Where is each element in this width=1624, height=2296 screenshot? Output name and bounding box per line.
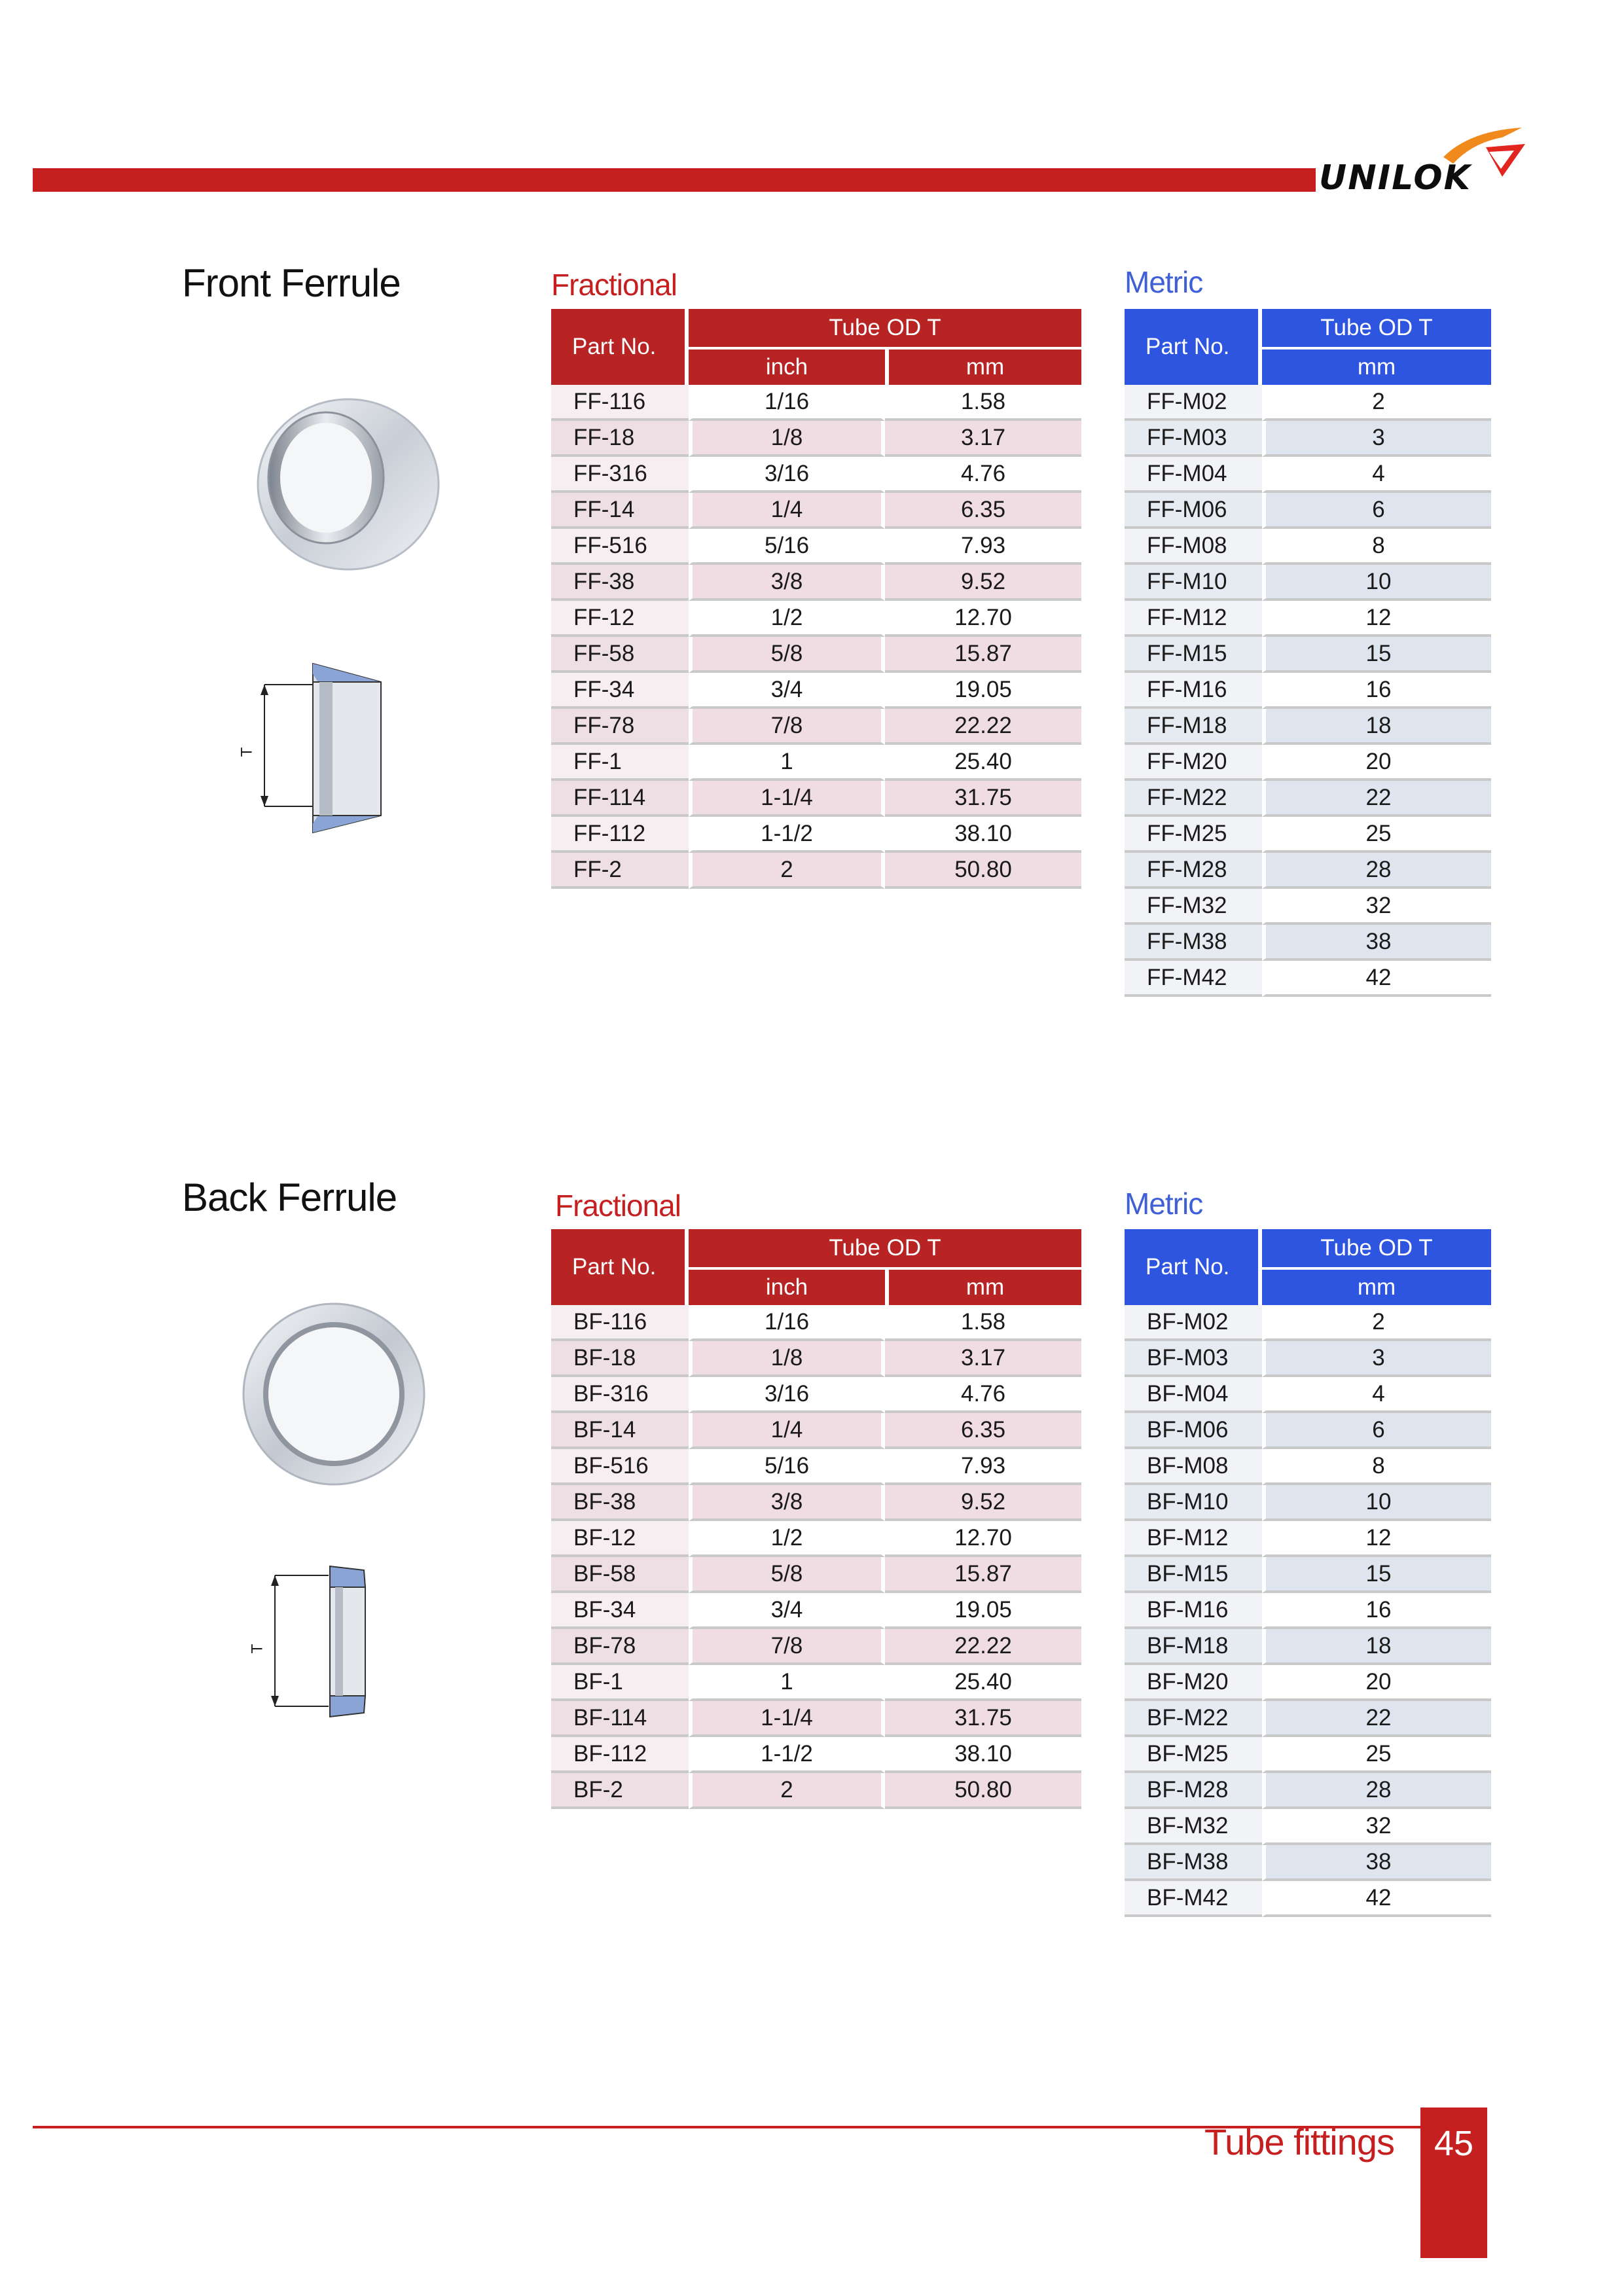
mm-cell: 8 (1262, 529, 1491, 565)
mm-cell: 6 (1262, 1413, 1491, 1449)
mm-cell: 12.70 (885, 601, 1081, 637)
mm-cell: 3.17 (885, 421, 1081, 457)
table-row (551, 385, 1081, 421)
table-row (1125, 601, 1491, 637)
part-number-cell: BF-M28 (1125, 1773, 1262, 1809)
table-row (1125, 709, 1491, 745)
table-row (551, 1305, 1081, 1341)
table-row (1125, 1341, 1491, 1377)
mm-cell: 22 (1262, 1701, 1491, 1737)
mm-cell: 10 (1262, 1485, 1491, 1521)
table-row (1125, 1773, 1491, 1809)
front-ferrule-dimension-label: T (238, 747, 256, 757)
mm-cell: 4 (1262, 1377, 1491, 1413)
part-number-cell: BF-12 (551, 1521, 689, 1557)
mm-cell: 12 (1262, 601, 1491, 637)
column-header-mm: mm (1262, 1267, 1491, 1305)
part-number-cell: BF-M03 (1125, 1341, 1262, 1377)
mm-cell: 10 (1262, 565, 1491, 601)
page-number: 45 (1434, 2124, 1474, 2163)
table-row (551, 1701, 1081, 1737)
table-row (1125, 529, 1491, 565)
part-number-cell: FF-M06 (1125, 493, 1262, 529)
table-row (551, 781, 1081, 817)
part-number-cell: BF-14 (551, 1413, 689, 1449)
inch-cell: 1-1/4 (689, 1701, 885, 1737)
part-number-cell: BF-18 (551, 1341, 689, 1377)
table-row (551, 493, 1081, 529)
mm-cell: 28 (1262, 1773, 1491, 1809)
table-row (551, 1557, 1081, 1593)
mm-cell: 7.93 (885, 1449, 1081, 1485)
table-row (551, 1629, 1081, 1665)
mm-cell: 18 (1262, 1629, 1491, 1665)
inch-cell: 5/16 (689, 529, 885, 565)
front-ferrule-drawing-icon (236, 655, 393, 844)
inch-cell: 2 (689, 1773, 885, 1809)
mm-cell: 19.05 (885, 1593, 1081, 1629)
front-ferrule-photo-icon (236, 380, 445, 583)
mm-cell: 22 (1262, 781, 1491, 817)
inch-cell: 1/8 (689, 1341, 885, 1377)
table-row (1125, 421, 1491, 457)
column-header-part-no: Part No. (1125, 1229, 1262, 1305)
back-ferrule-photo-icon (236, 1296, 432, 1492)
table-row (1125, 1521, 1491, 1557)
mm-cell: 3.17 (885, 1341, 1081, 1377)
part-number-cell: BF-316 (551, 1377, 689, 1413)
mm-cell: 20 (1262, 745, 1491, 781)
part-number-cell: BF-112 (551, 1737, 689, 1773)
mm-cell: 12 (1262, 1521, 1491, 1557)
mm-cell: 16 (1262, 673, 1491, 709)
part-number-cell: FF-M28 (1125, 853, 1262, 889)
part-number-cell: BF-M20 (1125, 1665, 1262, 1701)
brand-name: UNILOK (1319, 158, 1471, 198)
mm-cell: 38.10 (885, 817, 1081, 853)
mm-cell: 20 (1262, 1665, 1491, 1701)
table-row (1125, 457, 1491, 493)
mm-cell: 42 (1262, 1881, 1491, 1917)
mm-cell: 50.80 (885, 853, 1081, 889)
table-row (551, 1449, 1081, 1485)
part-number-cell: FF-14 (551, 493, 689, 529)
mm-cell: 12.70 (885, 1521, 1081, 1557)
mm-cell: 6 (1262, 493, 1491, 529)
table-row (551, 1413, 1081, 1449)
inch-cell: 1 (689, 1665, 885, 1701)
part-number-cell: FF-12 (551, 601, 689, 637)
mm-cell: 25.40 (885, 745, 1081, 781)
mm-cell: 2 (1262, 385, 1491, 421)
table-row (1125, 565, 1491, 601)
table-row (1125, 385, 1491, 421)
column-header-tube-od: Tube OD T (689, 309, 1081, 347)
back-fractional-label: Fractional (555, 1189, 681, 1223)
mm-cell: 4 (1262, 457, 1491, 493)
part-number-cell: FF-58 (551, 637, 689, 673)
table-row (1125, 1485, 1491, 1521)
table-row (551, 1737, 1081, 1773)
front-fractional-label: Fractional (551, 268, 677, 302)
front-ferrule-title: Front Ferrule (182, 261, 401, 305)
mm-cell: 31.75 (885, 1701, 1081, 1737)
table-row (551, 529, 1081, 565)
part-number-cell: FF-M16 (1125, 673, 1262, 709)
part-number-cell: FF-114 (551, 781, 689, 817)
table-row (551, 1665, 1081, 1701)
table-row (1125, 1665, 1491, 1701)
table-row (1125, 673, 1491, 709)
front-metric-table (1125, 309, 1491, 997)
column-header-mm: mm (885, 1267, 1081, 1305)
part-number-cell: FF-M32 (1125, 889, 1262, 925)
column-header-inch: inch (689, 347, 885, 385)
mm-cell: 6.35 (885, 1413, 1081, 1449)
table-row (551, 457, 1081, 493)
table-row (551, 637, 1081, 673)
table-row (1125, 1377, 1491, 1413)
table-row (1125, 1845, 1491, 1881)
part-number-cell: BF-M18 (1125, 1629, 1262, 1665)
mm-cell: 25.40 (885, 1665, 1081, 1701)
column-header-part-no: Part No. (1125, 309, 1262, 385)
inch-cell: 5/8 (689, 637, 885, 673)
part-number-cell: BF-M15 (1125, 1557, 1262, 1593)
footer-title: Tube fittings (1204, 2121, 1394, 2162)
mm-cell: 4.76 (885, 457, 1081, 493)
inch-cell: 1 (689, 745, 885, 781)
table-row (551, 601, 1081, 637)
mm-cell: 50.80 (885, 1773, 1081, 1809)
column-header-part-no: Part No. (551, 309, 689, 385)
table-row (551, 817, 1081, 853)
back-fractional-table (551, 1229, 1081, 1809)
back-metric-table (1125, 1229, 1491, 1917)
back-metric-label: Metric (1125, 1187, 1203, 1221)
inch-cell: 1/8 (689, 421, 885, 457)
table-row (1125, 961, 1491, 997)
table-row (1125, 1881, 1491, 1917)
table-row (1125, 817, 1491, 853)
table-row (1125, 781, 1491, 817)
table-row (551, 1521, 1081, 1557)
inch-cell: 7/8 (689, 1629, 885, 1665)
table-row (1125, 1557, 1491, 1593)
mm-cell: 7.93 (885, 529, 1081, 565)
part-number-cell: FF-M04 (1125, 457, 1262, 493)
part-number-cell: BF-M06 (1125, 1413, 1262, 1449)
mm-cell: 38 (1262, 925, 1491, 961)
part-number-cell: FF-M22 (1125, 781, 1262, 817)
part-number-cell: FF-M15 (1125, 637, 1262, 673)
column-header-inch: inch (689, 1267, 885, 1305)
front-fractional-table (551, 309, 1081, 889)
column-header-tube-od: Tube OD T (1262, 1229, 1491, 1267)
part-number-cell: FF-516 (551, 529, 689, 565)
table-row (551, 673, 1081, 709)
mm-cell: 3 (1262, 421, 1491, 457)
part-number-cell: BF-78 (551, 1629, 689, 1665)
part-number-cell: FF-M10 (1125, 565, 1262, 601)
part-number-cell: BF-M08 (1125, 1449, 1262, 1485)
mm-cell: 25 (1262, 817, 1491, 853)
inch-cell: 3/8 (689, 565, 885, 601)
part-number-cell: FF-1 (551, 745, 689, 781)
table-row (1125, 1593, 1491, 1629)
table-row (551, 745, 1081, 781)
mm-cell: 6.35 (885, 493, 1081, 529)
column-header-tube-od: Tube OD T (689, 1229, 1081, 1267)
table-row (1125, 1629, 1491, 1665)
part-number-cell: BF-38 (551, 1485, 689, 1521)
back-ferrule-title: Back Ferrule (182, 1175, 397, 1219)
brand-logo (1306, 118, 1542, 203)
mm-cell: 18 (1262, 709, 1491, 745)
mm-cell: 15 (1262, 637, 1491, 673)
part-number-cell: BF-1 (551, 1665, 689, 1701)
table-row (1125, 889, 1491, 925)
part-number-cell: BF-M25 (1125, 1737, 1262, 1773)
column-header-part-no: Part No. (551, 1229, 689, 1305)
table-row (1125, 493, 1491, 529)
mm-cell: 38 (1262, 1845, 1491, 1881)
table-row (551, 853, 1081, 889)
mm-cell: 22.22 (885, 709, 1081, 745)
table-row (551, 1773, 1081, 1809)
part-number-cell: FF-116 (551, 385, 689, 421)
mm-cell: 32 (1262, 889, 1491, 925)
part-number-cell: FF-2 (551, 853, 689, 889)
mm-cell: 15.87 (885, 637, 1081, 673)
part-number-cell: BF-M04 (1125, 1377, 1262, 1413)
part-number-cell: FF-M03 (1125, 421, 1262, 457)
part-number-cell: FF-M12 (1125, 601, 1262, 637)
inch-cell: 2 (689, 853, 885, 889)
mm-cell: 4.76 (885, 1377, 1081, 1413)
part-number-cell: FF-78 (551, 709, 689, 745)
table-row (1125, 853, 1491, 889)
part-number-cell: FF-M25 (1125, 817, 1262, 853)
mm-cell: 28 (1262, 853, 1491, 889)
mm-cell: 1.58 (885, 1305, 1081, 1341)
mm-cell: 2 (1262, 1305, 1491, 1341)
mm-cell: 3 (1262, 1341, 1491, 1377)
mm-cell: 32 (1262, 1809, 1491, 1845)
mm-cell: 15.87 (885, 1557, 1081, 1593)
table-row (1125, 745, 1491, 781)
part-number-cell: BF-M42 (1125, 1881, 1262, 1917)
part-number-cell: FF-316 (551, 457, 689, 493)
inch-cell: 3/4 (689, 673, 885, 709)
mm-cell: 38.10 (885, 1737, 1081, 1773)
mm-cell: 8 (1262, 1449, 1491, 1485)
part-number-cell: BF-M38 (1125, 1845, 1262, 1881)
table-row (551, 1341, 1081, 1377)
mm-cell: 9.52 (885, 565, 1081, 601)
part-number-cell: BF-M10 (1125, 1485, 1262, 1521)
mm-cell: 31.75 (885, 781, 1081, 817)
inch-cell: 1/4 (689, 493, 885, 529)
part-number-cell: FF-34 (551, 673, 689, 709)
part-number-cell: BF-M02 (1125, 1305, 1262, 1341)
part-number-cell: BF-2 (551, 1773, 689, 1809)
inch-cell: 3/8 (689, 1485, 885, 1521)
inch-cell: 1/16 (689, 1305, 885, 1341)
part-number-cell: FF-112 (551, 817, 689, 853)
part-number-cell: BF-58 (551, 1557, 689, 1593)
inch-cell: 1-1/2 (689, 817, 885, 853)
table-row (1125, 925, 1491, 961)
mm-cell: 15 (1262, 1557, 1491, 1593)
inch-cell: 3/16 (689, 1377, 885, 1413)
table-row (1125, 1701, 1491, 1737)
back-ferrule-dimension-label: T (248, 1643, 266, 1654)
table-row (1125, 1737, 1491, 1773)
table-row (1125, 1305, 1491, 1341)
table-row (1125, 1449, 1491, 1485)
part-number-cell: BF-M12 (1125, 1521, 1262, 1557)
inch-cell: 1/4 (689, 1413, 885, 1449)
part-number-cell: FF-M08 (1125, 529, 1262, 565)
part-number-cell: BF-M32 (1125, 1809, 1262, 1845)
inch-cell: 1-1/4 (689, 781, 885, 817)
part-number-cell: BF-116 (551, 1305, 689, 1341)
table-row (1125, 637, 1491, 673)
part-number-cell: BF-516 (551, 1449, 689, 1485)
part-number-cell: FF-38 (551, 565, 689, 601)
column-header-mm: mm (885, 347, 1081, 385)
inch-cell: 1-1/2 (689, 1737, 885, 1773)
inch-cell: 5/8 (689, 1557, 885, 1593)
table-row (551, 565, 1081, 601)
header-bar (33, 168, 1316, 192)
table-row (1125, 1413, 1491, 1449)
part-number-cell: BF-M16 (1125, 1593, 1262, 1629)
table-row (1125, 1809, 1491, 1845)
inch-cell: 3/4 (689, 1593, 885, 1629)
inch-cell: 5/16 (689, 1449, 885, 1485)
column-header-mm: mm (1262, 347, 1491, 385)
part-number-cell: FF-M18 (1125, 709, 1262, 745)
mm-cell: 25 (1262, 1737, 1491, 1773)
inch-cell: 1/16 (689, 385, 885, 421)
part-number-cell: BF-34 (551, 1593, 689, 1629)
inch-cell: 3/16 (689, 457, 885, 493)
mm-cell: 9.52 (885, 1485, 1081, 1521)
mm-cell: 42 (1262, 961, 1491, 997)
mm-cell: 19.05 (885, 673, 1081, 709)
part-number-cell: BF-M22 (1125, 1701, 1262, 1737)
table-row (551, 709, 1081, 745)
back-ferrule-drawing-icon (249, 1561, 380, 1731)
inch-cell: 1/2 (689, 601, 885, 637)
part-number-cell: BF-114 (551, 1701, 689, 1737)
column-header-tube-od: Tube OD T (1262, 309, 1491, 347)
table-row (551, 421, 1081, 457)
mm-cell: 1.58 (885, 385, 1081, 421)
part-number-cell: FF-M02 (1125, 385, 1262, 421)
table-row (551, 1485, 1081, 1521)
table-row (551, 1377, 1081, 1413)
part-number-cell: FF-M38 (1125, 925, 1262, 961)
page-number-box (1420, 2108, 1487, 2258)
inch-cell: 7/8 (689, 709, 885, 745)
front-metric-label: Metric (1125, 265, 1203, 299)
part-number-cell: FF-M20 (1125, 745, 1262, 781)
part-number-cell: FF-M42 (1125, 961, 1262, 997)
inch-cell: 1/2 (689, 1521, 885, 1557)
mm-cell: 22.22 (885, 1629, 1081, 1665)
part-number-cell: FF-18 (551, 421, 689, 457)
mm-cell: 16 (1262, 1593, 1491, 1629)
table-row (551, 1593, 1081, 1629)
